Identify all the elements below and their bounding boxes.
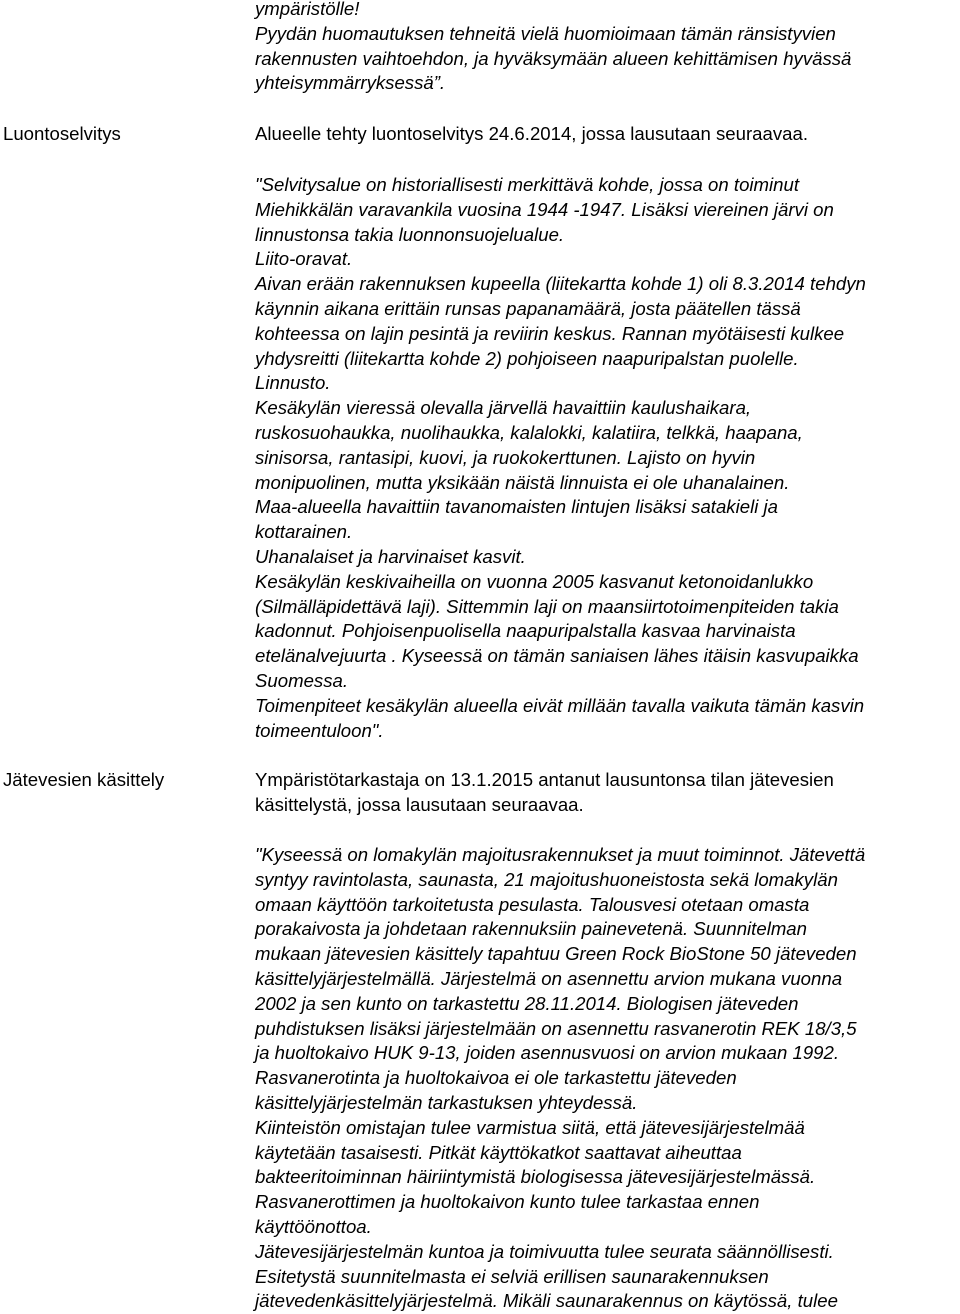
quote-line: omaan käyttöön tarkoitetusta pesulasta. Talousvesi otetaan omasta bbox=[255, 893, 810, 915]
quote-line: toimeentuloon". bbox=[255, 719, 384, 741]
quote-line: Maa-alueella havaittiin tavanomaisten lintujen lisäksi satakieli ja bbox=[255, 496, 778, 518]
quote-line: käsittelyjärjestelmän tarkastuksen yhteydessä. bbox=[255, 1091, 638, 1113]
quote-line: monipuolinen, mutta yksikään näistä linnuista ei ole uhanalainen. bbox=[255, 471, 790, 493]
quote-line: Kesäkylän keskivaiheilla on vuonna 2005 kasvanut ketonoidanlukko bbox=[255, 570, 814, 592]
lead-line: Alueelle tehty luontoselvitys 24.6.2014, jossa lausutaan seuraavaa. bbox=[255, 123, 809, 144]
quote-luontoselvitys bbox=[255, 173, 957, 743]
quote-line: yhdysreitti (liitekartta kohde 2) pohjoiseen naapuripalstan puolelle. bbox=[255, 347, 799, 369]
lead-line: Ympäristötarkastaja on 13.1.2015 antanut lausuntonsa tilan jätevesien bbox=[255, 769, 834, 790]
quote-line: bakteeritoiminnan häiriintymistä biologisessa jätevesijärjestelmässä. bbox=[255, 1166, 816, 1188]
lead-line: käsittelystä, jossa lausutaan seuraavaa. bbox=[255, 793, 584, 815]
quote-line: kohteessa on lajin pesintä ja reviirin keskus. Rannan myötäisesti kulkee bbox=[255, 322, 845, 344]
quote-line: "Selvitysalue on historiallisesti merkittävä kohde, jossa on toiminut bbox=[255, 174, 800, 195]
quote-line: käynnin aikana erittäin runsas papanamäärä, josta päätellen tässä bbox=[255, 297, 801, 319]
quote-line: käytetään tasaisesti. Pitkät käyttökatkot saattavat aiheuttaa bbox=[255, 1141, 742, 1163]
quote-line: kottarainen. bbox=[255, 521, 353, 543]
quote-line: Rasvanerottimen ja huoltokaivon kunto tulee tarkastaa ennen bbox=[255, 1191, 760, 1213]
quote-line: Suomessa. bbox=[255, 669, 349, 691]
quote-line: Kesäkylän vieressä olevalla järvellä havaittiin kaulushaikara, bbox=[255, 397, 752, 419]
quote-line: Linnusto. bbox=[255, 372, 331, 394]
quote-line: jätevedenkäsittelyjärjestelmä. Mikäli saunarakennus on käytössä, tulee bbox=[255, 1290, 838, 1312]
quote-line: Kiinteistön omistajan tulee varmistua siitä, että jätevesijärjestelmää bbox=[255, 1116, 805, 1138]
section-lead-jatevesien-kasittely bbox=[255, 768, 957, 818]
quote-line: Esitetystä suunnitelmasta ei selviä erillisen saunarakennuksen bbox=[255, 1265, 769, 1287]
intro-line: yhteisymmärryksessä”. bbox=[255, 72, 446, 94]
quote-line: porakaivosta ja johdetaan rakennuksiin painevetenä. Suunnitelman bbox=[255, 918, 807, 940]
quote-line: puhdistuksen lisäksi järjestelmään on asennettu rasvanerotin REK 18/3,5 bbox=[255, 1017, 857, 1039]
quote-line: Rasvanerotinta ja huoltokaivoa ei ole tarkastettu jäteveden bbox=[255, 1067, 737, 1089]
quote-line: etelänalvejuurta . Kyseessä on tämän saniaisen lähes itäisin kasvupaikka bbox=[255, 645, 859, 667]
quote-line: Jätevesijärjestelmän kuntoa ja toimivuutta tulee seurata säännöllisesti. bbox=[255, 1240, 834, 1262]
quote-line: Miehikkälän varavankila vuosina 1944 -1947. Lisäksi viereinen järvi on bbox=[255, 198, 834, 220]
quote-line: käsittelyjärjestelmällä. Järjestelmä on asennettu arvion mukana vuonna bbox=[255, 967, 843, 989]
quote-line: Aivan erään rakennuksen kupeella (liitekartta kohde 1) oli 8.3.2014 tehdyn bbox=[255, 273, 866, 295]
section-label-jatevesien-kasittely: Jätevesien käsittely bbox=[3, 769, 165, 790]
quote-line: ja huoltokaivo HUK 9-13, joiden asennusvuosi on arvion mukaan 1992. bbox=[255, 1042, 840, 1064]
section-lead-luontoselvitys bbox=[255, 122, 957, 147]
quote-line: Toimenpiteet kesäkylän alueella eivät millään tavalla vaikuta tämän kasvin bbox=[255, 694, 865, 716]
intro-line: Pyydän huomautuksen tehneitä vielä huomioimaan tämän ränsistyvien bbox=[255, 22, 836, 44]
quote-jatevesien-kasittely bbox=[255, 843, 957, 1314]
quote-line: kadonnut. Pohjoisenpuolisella naapuripalstalla kasvaa harvinaista bbox=[255, 620, 796, 642]
quote-line: mukaan jätevesien käsittely tapahtuu Green Rock BioStone 50 jäteveden bbox=[255, 943, 857, 965]
intro-line: rakennusten vaihtoehdon, ja hyväksymään alueen kehittämisen hyvässä bbox=[255, 47, 852, 69]
quote-line: syntyy ravintolasta, saunasta, 21 majoitushuoneistosta sekä lomakylän bbox=[255, 868, 838, 890]
quote-line: käyttöönottoa. bbox=[255, 1215, 372, 1237]
intro-paragraph bbox=[255, 0, 957, 96]
quote-line: linnustonsa takia luonnonsuojelualue. bbox=[255, 223, 565, 245]
quote-line: Uhanalaiset ja harvinaiset kasvit. bbox=[255, 545, 526, 567]
intro-line: ympäristölle! bbox=[255, 0, 360, 19]
section-label-luontoselvitys: Luontoselvitys bbox=[3, 123, 121, 144]
quote-line: Liito-oravat. bbox=[255, 248, 353, 270]
quote-line: ruskosuohaukka, nuolihaukka, kalalokki, kalatiira, telkkä, haapana, bbox=[255, 421, 803, 443]
quote-line: "Kyseessä on lomakylän majoitusrakennukset ja muut toiminnot. Jätevettä bbox=[255, 844, 866, 865]
quote-line: (Silmälläpidettävä laji). Sittemmin laji on maansiirtotoimenpiteiden takia bbox=[255, 595, 839, 617]
quote-line: sinisorsa, rantasipi, kuovi, ja ruokokerttunen. Lajisto on hyvin bbox=[255, 446, 756, 468]
quote-line: 2002 ja sen kunto on tarkastettu 28.11.2014. Biologisen jäteveden bbox=[255, 992, 799, 1014]
